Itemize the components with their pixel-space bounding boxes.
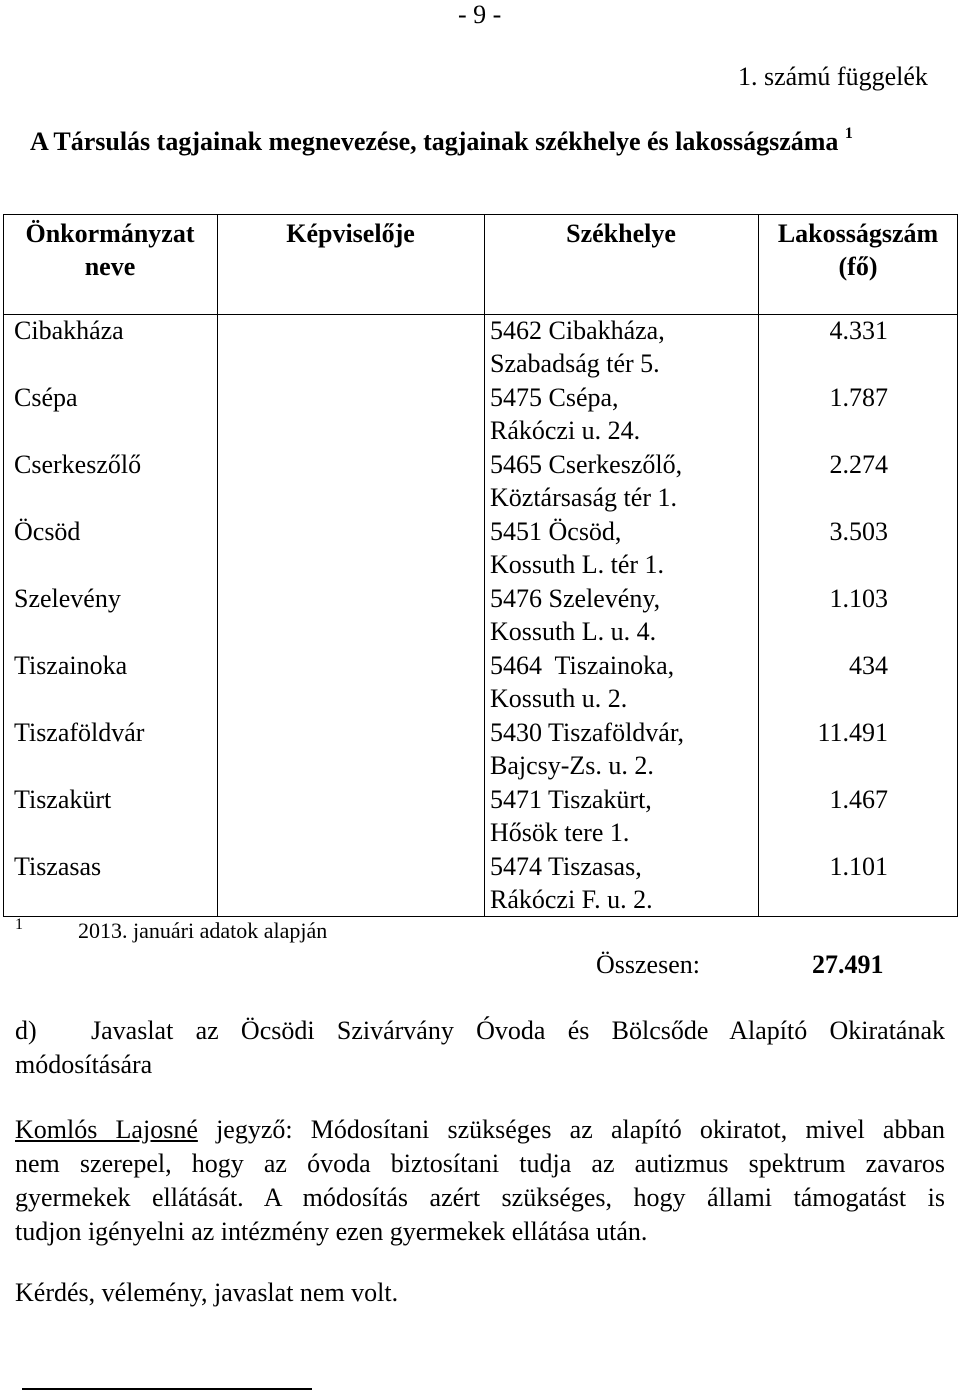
row-seat-line1: 5475 Csépa, <box>490 383 619 412</box>
row-name: Tiszaföldvár <box>14 718 145 747</box>
agenda-item-d <box>15 1014 945 1082</box>
header-seat: Székhelye <box>566 219 676 248</box>
row-name: Cibakháza <box>14 316 124 345</box>
appendix-label: 1. számú függelék <box>738 62 928 91</box>
heading-footnote-mark: 1 <box>844 125 853 142</box>
agenda-item-title-cont: módosítására <box>15 1050 153 1079</box>
row-seat-line1: 5451 Öcsöd, <box>490 517 622 546</box>
row-population: 4.331 <box>829 316 888 345</box>
header-name-line2: neve <box>84 252 136 281</box>
row-seat-line1: 5474 Tiszasas, <box>490 852 642 881</box>
row-name: Cserkeszőlő <box>14 450 142 479</box>
row-seat-line2: Kossuth u. 2. <box>490 684 628 713</box>
total-label: Összesen: <box>596 950 700 979</box>
statement-line1-text: jegyző: Módosítani szükséges az alapító okiratot, mivel abban <box>197 1115 945 1144</box>
row-seat-line2: Köztársaság tér 1. <box>490 483 677 512</box>
table-rule-bottom <box>3 916 958 917</box>
table-rule-col1 <box>217 214 218 917</box>
agenda-item-line1 <box>15 1014 945 1048</box>
row-population: 1.467 <box>829 785 888 814</box>
row-seat-line2: Szabadság tér 5. <box>490 349 660 378</box>
row-population: 1.787 <box>829 383 888 412</box>
row-seat-line1: 5462 Cibakháza, <box>490 316 665 345</box>
row-seat-line2: Kossuth L. u. 4. <box>490 617 657 646</box>
row-name: Tiszakürt <box>14 785 112 814</box>
header-population-line2: (fő) <box>838 252 878 281</box>
row-seat-line2: Bajcsy-Zs. u. 2. <box>490 751 654 780</box>
table-rule-col3 <box>758 214 759 917</box>
table-rule-col2 <box>484 214 485 917</box>
footnote-mark: 1 <box>15 916 23 933</box>
header-name-line1: Önkormányzat <box>25 219 195 248</box>
row-name: Tiszasas <box>14 852 102 881</box>
table-rule-top <box>3 214 958 215</box>
row-population: 434 <box>849 651 888 680</box>
closing-remark: Kérdés, vélemény, javaslat nem volt. <box>15 1278 399 1307</box>
header-population-line1: Lakosságszám <box>777 219 939 248</box>
row-name: Tiszainoka <box>14 651 128 680</box>
footnote <box>15 918 327 944</box>
statement-line3: gyermekek ellátását. A módosítás azért szükséges, hogy állami támogatást is <box>15 1183 945 1212</box>
row-population: 1.103 <box>829 584 888 613</box>
row-population: 11.491 <box>817 718 888 747</box>
row-population: 1.101 <box>829 852 888 881</box>
row-population: 3.503 <box>829 517 888 546</box>
header-representative: Képviselője <box>286 219 415 248</box>
table-rule-left <box>3 214 4 917</box>
agenda-item-letter: d) <box>15 1016 37 1045</box>
row-name: Szelevény <box>14 584 121 613</box>
header-population <box>758 217 958 283</box>
total-value: 27.491 <box>812 950 884 979</box>
row-seat-line1: 5476 Szelevény, <box>490 584 661 613</box>
agenda-item-title: Javaslat az Öcsödi Szivárvány Óvoda és Bölcsőde Alapító Okiratának <box>91 1016 945 1045</box>
footer-rule <box>22 1388 312 1390</box>
row-seat-line1: 5464 Tiszainoka, <box>490 651 675 680</box>
row-seat-line1: 5430 Tiszaföldvár, <box>490 718 684 747</box>
speaker-name: Komlós Lajosné <box>15 1115 198 1144</box>
statement-line1 <box>15 1113 945 1147</box>
notary-statement <box>15 1113 945 1249</box>
document-heading <box>30 127 853 157</box>
statement-line4: tudjon igényelni az intézmény ezen gyermekek ellátása után. <box>15 1217 648 1246</box>
row-seat-line2: Rákóczi u. 24. <box>490 416 641 445</box>
row-name: Öcsöd <box>14 517 81 546</box>
footnote-text: 2013. januári adatok alapján <box>78 918 328 943</box>
row-population: 2.274 <box>829 450 888 479</box>
row-seat-line2: Rákóczi F. u. 2. <box>490 885 653 914</box>
member-table <box>3 214 958 917</box>
row-seat-line2: Kossuth L. tér 1. <box>490 550 665 579</box>
row-seat-line2: Hősök tere 1. <box>490 818 630 847</box>
page-number: - 9 - <box>458 0 502 29</box>
row-seat-line1: 5471 Tiszakürt, <box>490 785 652 814</box>
heading-text: A Társulás tagjainak megnevezése, tagjainak székhelye és lakosságszáma <box>30 127 839 156</box>
table-rule-right <box>957 214 958 917</box>
header-name <box>3 217 217 283</box>
row-name: Csépa <box>14 383 78 412</box>
row-seat-line1: 5465 Cserkeszőlő, <box>490 450 683 479</box>
statement-line2: nem szerepel, hogy az óvoda biztosítani tudja az autizmus spektrum zavaros <box>15 1149 945 1178</box>
